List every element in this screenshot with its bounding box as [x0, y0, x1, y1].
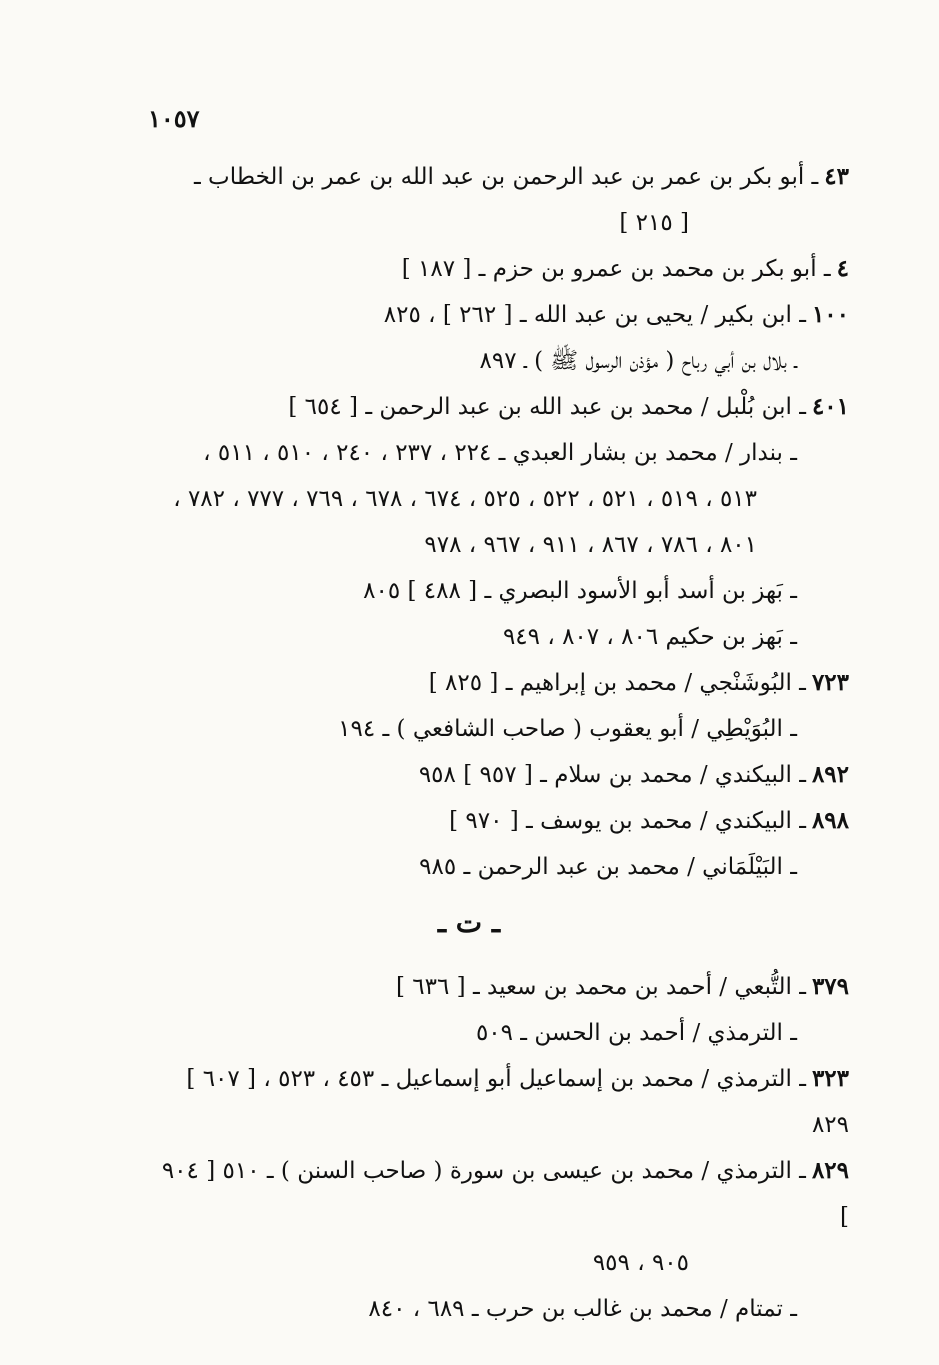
index-entry [149, 798, 849, 844]
entry-number: ١٠٠ [811, 301, 849, 328]
index-entry [149, 430, 849, 568]
index-entry [149, 660, 849, 706]
entry-number: ٤٠١ [811, 393, 849, 420]
index-entry [149, 1056, 849, 1148]
entry-number: ٨٩٨ [811, 807, 849, 834]
entry-text: ـ التُّبعي / أحمد بن محمد بن سعيد ـ [ ٦٣٦ ] [396, 974, 806, 1000]
entry-continuation: ٩٠٥ ، ٩٥٩ [592, 1250, 689, 1276]
entry-text: ـ الترمذي / أحمد بن الحسن ـ ٥٠٩ [475, 1020, 797, 1046]
index-entry [149, 338, 849, 384]
entry-number: ٤ [836, 255, 849, 282]
page-number: ١٠٥٧ [148, 104, 200, 133]
entry-text: ـ البيكندي / محمد بن سلام ـ [ ٩٥٧ ] ٩٥٨ [418, 762, 806, 788]
index-entry [149, 752, 849, 798]
index-entry [149, 614, 849, 660]
entry-text: ـ أبو بكر بن عمر بن عبد الرحمن بن عبد الله بن عمر بن الخطاب ـ [194, 164, 819, 190]
entry-number: ٤٣ [824, 163, 849, 190]
entry-number: ٧٢٣ [811, 669, 849, 696]
index-entry [149, 384, 849, 430]
index-entry [149, 154, 849, 246]
entry-continuation: ٥١٣ ، ٥١٩ ، ٥٢١ ، ٥٢٢ ، ٥٢٥ ، ٦٧٤ ، ٦٧٨ ، ٧٦٩ ، ٧٧٧ ، ٧٨٢ ، [173, 486, 757, 512]
entry-text: ـ البُوشَنْجي / محمد بن إبراهيم ـ [ ٨٢٥ ] [428, 670, 806, 696]
index-entries [149, 154, 849, 1332]
entry-text: ـ الترمذي / محمد بن عيسى بن سورة ( صاحب السنن ) ـ ٥١٠ [ ٩٠٤ ] [161, 1158, 849, 1230]
index-entry [149, 568, 849, 614]
entries-letter-b [149, 154, 849, 890]
entry-text: ـ بَهز بن حكيم ٨٠٦ ، ٨٠٧ ، ٩٤٩ [502, 624, 797, 650]
entry-text: ـ تمتام / محمد بن غالب بن حرب ـ ٦٨٩ ، ٨٤٠ [368, 1296, 797, 1322]
entry-number: ٣٢٣ [811, 1065, 849, 1092]
index-entry [149, 1148, 849, 1286]
index-entry [149, 246, 849, 292]
section-letter-heading: ـ ت ـ [437, 906, 501, 939]
entry-continuation: [ ٢١٥ ] [619, 210, 689, 236]
entry-text: ـ بلال بن أبي رباح ( مؤذن الرسول ﷺ ) ـ ٨٩٧ [479, 348, 797, 374]
entry-text: ـ الترمذي / محمد بن إسماعيل أبو إسماعيل ـ ٤٥٣ ، ٥٢٣ ، [ ٦٠٧ ] ٨٢٩ [186, 1066, 849, 1138]
entry-text: ـ البَيْلَمَاني / محمد بن عبد الرحمن ـ ٩٨٥ [419, 854, 797, 880]
index-entry [149, 844, 849, 890]
index-entry [149, 292, 849, 338]
entry-text: ـ بندار / محمد بن بشار العبدي ـ ٢٢٤ ، ٢٣٧ ، ٢٤٠ ، ٥١٠ ، ٥١١ ، [203, 440, 797, 466]
entry-number: ٣٧٩ [811, 973, 849, 1000]
entry-number: ٨٢٩ [811, 1157, 849, 1184]
entry-continuation: ٨٠١ ، ٧٨٦ ، ٨٦٧ ، ٩١١ ، ٩٦٧ ، ٩٧٨ [424, 532, 757, 558]
entry-text: ـ ابن بكير / يحيى بن عبد الله ـ [ ٢٦٢ ] ، ٨٢٥ [383, 302, 806, 328]
index-entry [149, 706, 849, 752]
index-entry [149, 1286, 849, 1332]
entries-letter-t [149, 964, 849, 1332]
entry-text: ـ البيكندي / محمد بن يوسف ـ [ ٩٧٠ ] [449, 808, 806, 834]
entry-text: ـ أبو بكر بن محمد بن عمرو بن حزم ـ [ ١٨٧ ] [401, 256, 831, 282]
entry-text: ـ ابن بُلْبل / محمد بن عبد الله بن عبد الرحمن ـ [ ٦٥٤ ] [288, 394, 806, 420]
entry-number: ٨٩٢ [811, 761, 849, 788]
index-entry [149, 1010, 849, 1056]
index-entry [149, 964, 849, 1010]
entry-text: ـ البُوَيْطِي / أبو يعقوب ( صاحب الشافعي ) ـ ١٩٤ [338, 716, 797, 742]
entry-text: ـ بَهز بن أسد أبو الأسود البصري ـ [ ٤٨٨ ] ٨٠٥ [363, 578, 797, 604]
